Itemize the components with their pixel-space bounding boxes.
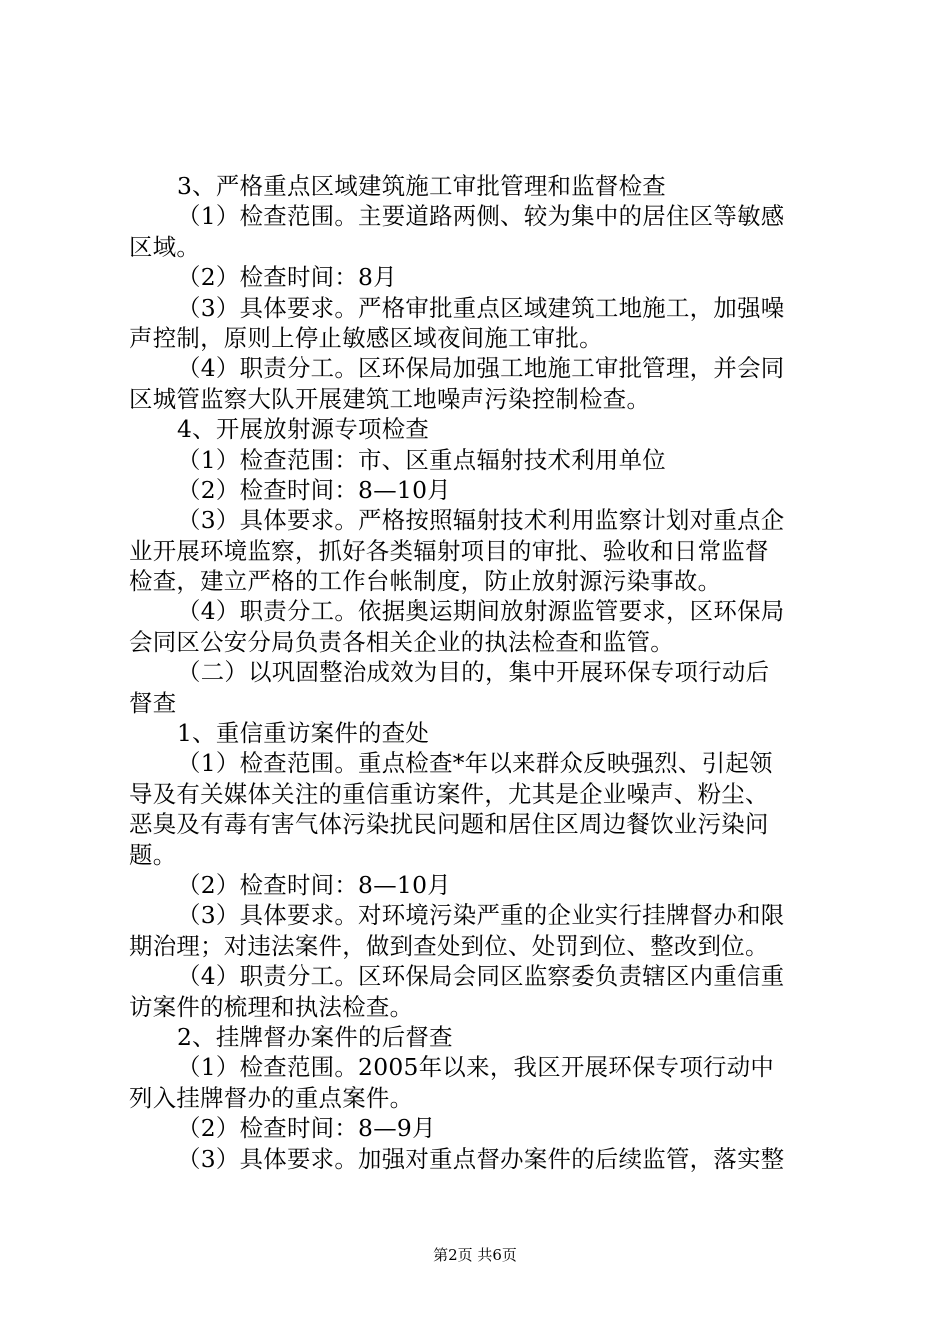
text-line: 恶臭及有毒有害气体污染扰民问题和居住区周边餐饮业污染问 [129,810,769,839]
text-line: （3）具体要求。对环境污染严重的企业实行挂牌督办和限 [177,901,785,930]
text-line: （二）以巩固整治成效为目的，集中开展环保专项行动后 [177,658,770,687]
text-line: 列入挂牌督办的重点案件。 [129,1083,414,1112]
text-line: 督查 [129,688,177,717]
text-line: 期治理；对违法案件，做到查处到位、处罚到位、整改到位。 [129,931,769,960]
text-line: （1）检查范围：市、区重点辐射技术利用单位 [177,445,666,474]
text-line: （3）具体要求。严格审批重点区域建筑工地施工，加强噪 [177,293,785,322]
text-line: 区城管监察大队开展建筑工地噪声污染控制检查。 [129,384,651,413]
text-line: （4）职责分工。区环保局加强工地施工审批管理，并会同 [177,354,785,383]
text-line: （1）检查范围。重点检查*年以来群众反映强烈、引起领 [177,749,773,778]
text-line: （4）职责分工。区环保局会同区监察委负责辖区内重信重 [177,962,785,991]
document-body [129,171,831,1174]
text-line: （2）检查时间：8—10月 [177,870,451,899]
text-line: 声控制，原则上停止敏感区域夜间施工审批。 [129,323,603,352]
text-line: （2）检查时间：8月 [177,263,397,292]
text-line: （3）具体要求。加强对重点督办案件的后续监管，落实整 [177,1144,785,1173]
page-number-label: 第2页 共6页 [433,1246,517,1264]
text-line: 区域。 [129,232,201,261]
text-line: （3）具体要求。严格按照辐射技术利用监察计划对重点企 [177,506,785,535]
page-footer [0,1245,950,1265]
text-line: 业开展环境监察，抓好各类辐射项目的审批、验收和日常监督 [129,536,769,565]
text-line: 2、挂牌督办案件的后督查 [177,1022,453,1051]
text-line: （4）职责分工。依据奥运期间放射源监管要求，区环保局 [177,597,785,626]
text-line: 导及有关媒体关注的重信重访案件，尤其是企业噪声、粉尘、 [129,779,769,808]
text-line: （1）检查范围。主要道路两侧、较为集中的居住区等敏感 [177,202,785,231]
text-line: 4、开展放射源专项检查 [177,415,430,444]
text-line: 题。 [129,840,177,869]
text-line: 检查，建立严格的工作台帐制度，防止放射源污染事故。 [129,567,722,596]
text-line: 会同区公安分局负责各相关企业的执法检查和监管。 [129,627,674,656]
text-line: （1）检查范围。2005年以来，我区开展环保专项行动中 [177,1053,775,1082]
text-line: 访案件的梳理和执法检查。 [129,992,414,1021]
text-line: 3、严格重点区域建筑施工审批管理和监督检查 [177,172,666,200]
text-line: （2）检查时间：8—10月 [177,475,451,504]
text-line: （2）检查时间：8—9月 [177,1114,436,1143]
text-line: 1、重信重访案件的查处 [177,719,430,748]
